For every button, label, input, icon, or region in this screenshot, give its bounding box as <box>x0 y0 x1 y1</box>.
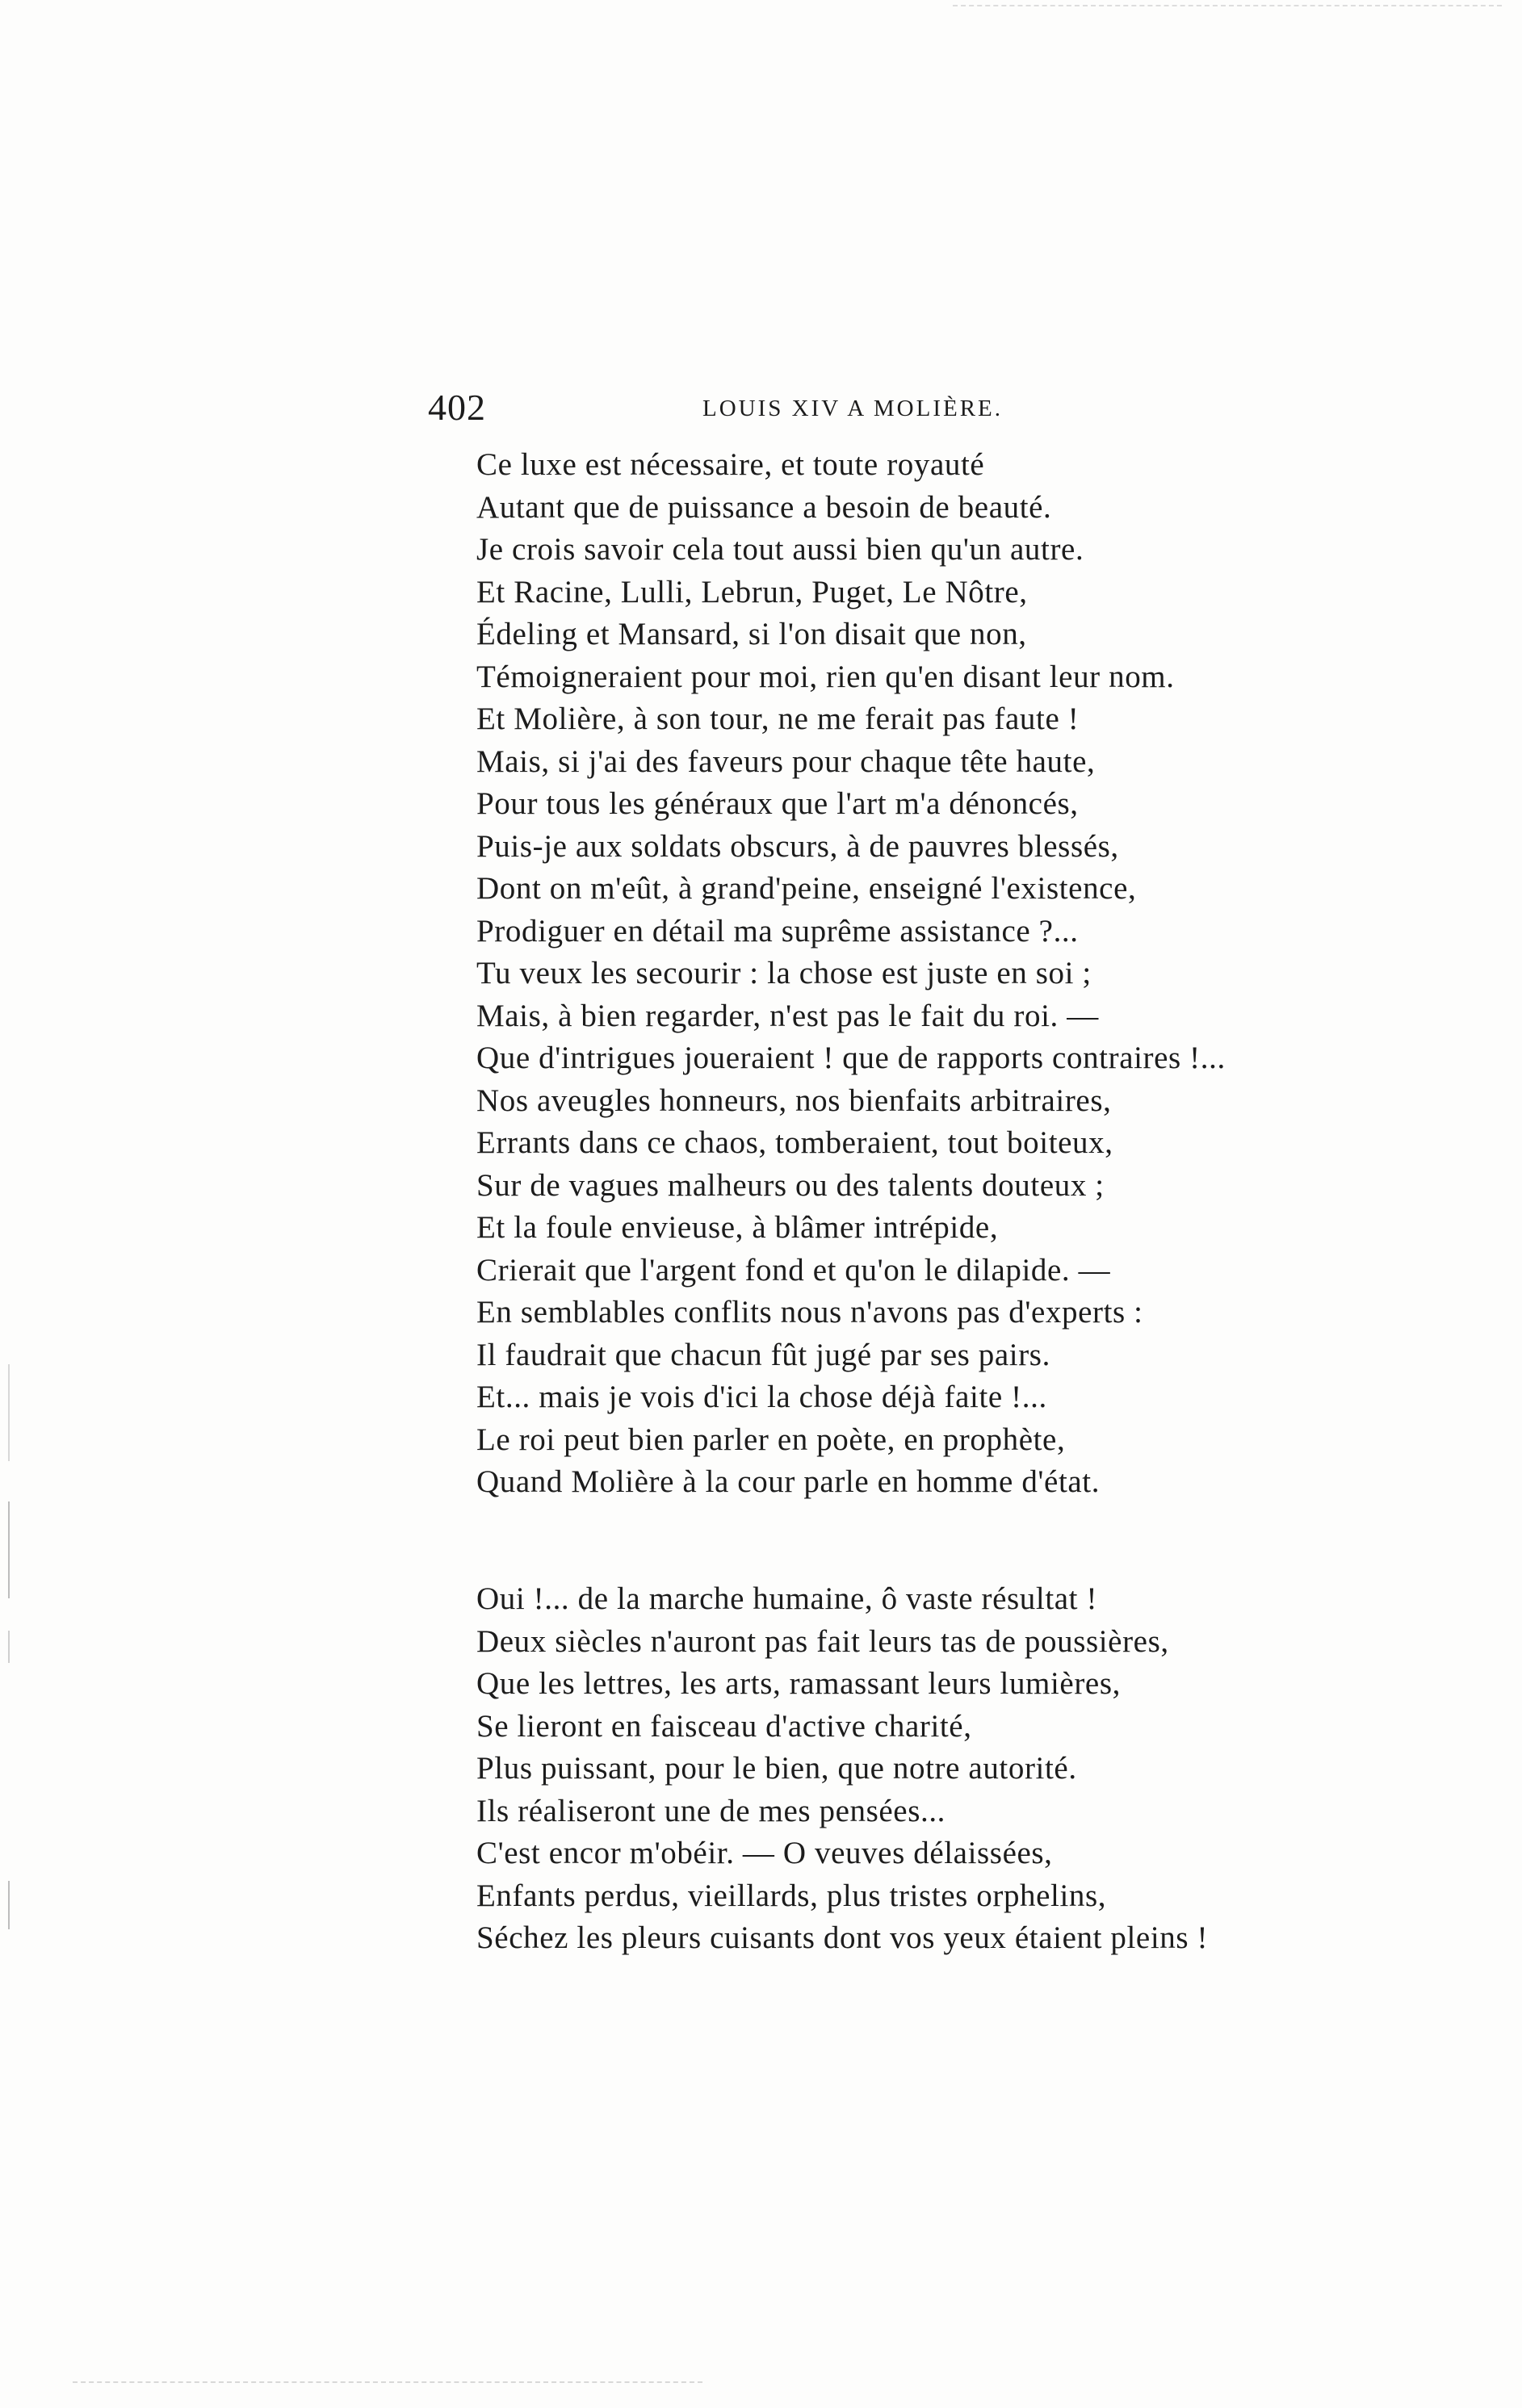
verse-line: Je crois savoir cela tout aussi bien qu'un autre. <box>476 532 1084 567</box>
verse-line: Tu veux les secourir : la chose est juste en soi ; <box>476 956 1092 990</box>
scan-artifact-left <box>8 1501 10 1598</box>
scan-artifact-left <box>8 1364 10 1461</box>
verse-line: Autant que de puissance a besoin de beauté. <box>476 489 1052 525</box>
verse-line: Deux siècles n'auront pas fait leurs tas de poussières, <box>476 1623 1169 1659</box>
verse-line: Ils réaliseront une de mes pensées... <box>476 1793 946 1828</box>
verse-line: Et la foule envieuse, à blâmer intrépide, <box>476 1210 999 1245</box>
running-head: LOUIS XIV A MOLIÈRE. <box>702 396 1004 421</box>
verse-line: Et... mais je vois d'ici la chose déjà faite !... <box>476 1380 1047 1414</box>
stanza-1 <box>476 444 1284 1504</box>
verse-line: Et Molière, à son tour, ne me ferait pas faute ! <box>476 701 1080 736</box>
verse-line: Pour tous les généraux que l'art m'a dénoncés, <box>476 786 1079 821</box>
verse-line: Plus puissant, pour le bien, que notre autorité. <box>476 1751 1077 1786</box>
verse-line: Ce luxe est nécessaire, et toute royauté <box>476 447 985 482</box>
verse-line: Quand Molière à la cour parle en homme d'état. <box>476 1464 1101 1499</box>
verse-line: Se lieront en faisceau d'active charité, <box>476 1708 972 1744</box>
verse-line: Séchez les pleurs cuisants dont vos yeux étaient pleins ! <box>476 1920 1209 1955</box>
scan-artifact-left <box>8 1631 10 1663</box>
stanza-2 <box>476 1578 1284 1960</box>
verse-line: En semblables conflits nous n'avons pas d'experts : <box>476 1295 1143 1330</box>
verse-line: Et Racine, Lulli, Lebrun, Puget, Le Nôtre, <box>476 574 1028 609</box>
page-number: 402 <box>428 387 486 428</box>
verse-line: Que d'intrigues joueraient ! que de rapports contraires !... <box>476 1041 1226 1075</box>
scan-artifact-bottom <box>73 2381 702 2391</box>
verse-line: Prodiguer en détail ma suprême assistance ?... <box>476 913 1079 949</box>
verse-line: Crierait que l'argent fond et qu'on le dilapide. — <box>476 1252 1111 1288</box>
verse-line: Enfants perdus, vieillards, plus tristes orphelins, <box>476 1878 1107 1913</box>
verse-line: Mais, à bien regarder, n'est pas le fait du roi. — <box>476 998 1099 1033</box>
page-header <box>428 386 1243 434</box>
verse-line: Errants dans ce chaos, tomberaient, tout boiteux, <box>476 1125 1113 1160</box>
verse-line: Dont on m'eût, à grand'peine, enseigné l'existence, <box>476 871 1137 906</box>
scan-artifact-top <box>953 5 1502 19</box>
verse-line: Puis-je aux soldats obscurs, à de pauvres blessés, <box>476 828 1119 864</box>
verse-line: Que les lettres, les arts, ramassant leurs lumières, <box>476 1666 1121 1701</box>
verse-line: C'est encor m'obéir. — O veuves délaissées, <box>476 1836 1053 1870</box>
verse-line: Oui !... de la marche humaine, ô vaste résultat ! <box>476 1581 1098 1616</box>
verse-line: Le roi peut bien parler en poète, en prophète, <box>476 1422 1066 1457</box>
verse-line: Mais, si j'ai des faveurs pour chaque tête haute, <box>476 743 1096 779</box>
scan-artifact-left <box>8 1881 10 1929</box>
verse-line: Témoigneraient pour moi, rien qu'en disant leur nom. <box>476 659 1175 694</box>
verse-line: Il faudrait que chacun fût jugé par ses pairs. <box>476 1337 1050 1372</box>
verse-line: Nos aveugles honneurs, nos bienfaits arbitraires, <box>476 1083 1112 1118</box>
verse-line: Sur de vagues malheurs ou des talents douteux ; <box>476 1167 1105 1203</box>
verse-line: Édeling et Mansard, si l'on disait que non, <box>476 617 1027 651</box>
